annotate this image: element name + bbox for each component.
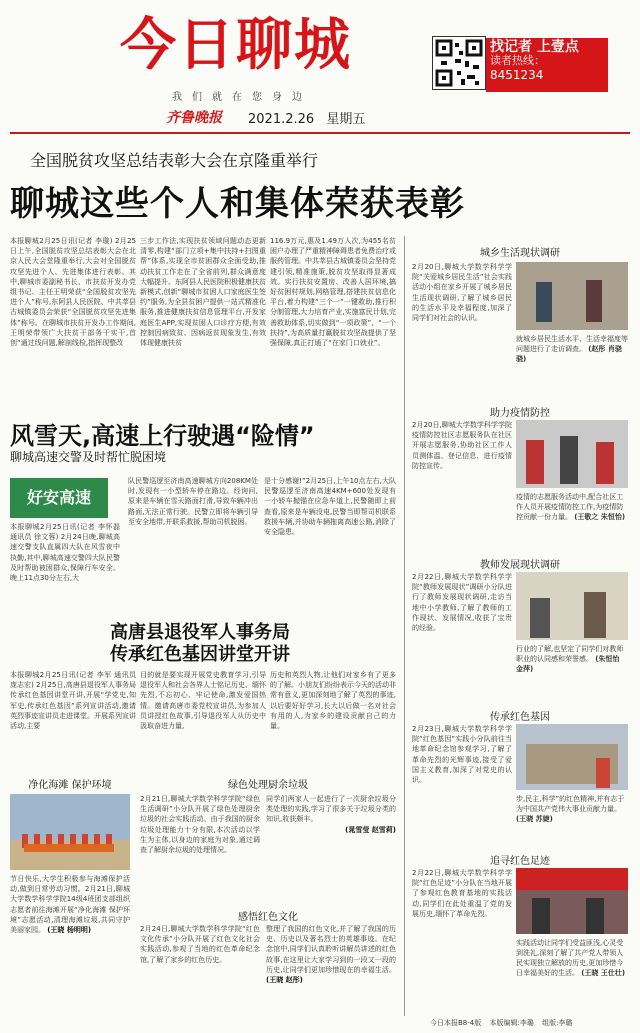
- story3-headline-text: [60, 622, 340, 666]
- sidebar-s1-caption-text: 就城乡居民生活水平、生活幸福度等问题进行了走访调查。: [516, 335, 628, 353]
- page-footer: [430, 1018, 630, 1028]
- hotline-number: 8451234: [490, 68, 544, 82]
- story5-column-1: 2月21日,聊城大学数学科学学院“绿色生活调研”小分队开展了绿色处理厨余垃圾的社会实践活动。由于我国的厨余垃圾处理能力十分有限,本次活动以学生为主体,以身边的家庭为对象,通过调查了解厨余垃圾的处理情况。: [140, 795, 260, 855]
- sidebar-s2-caption-text: 疫情的志愿服务活动中,配合社区工作人员开展疫情防控工作,为疫情防控贡献一份力量。: [516, 493, 624, 521]
- story4-credit: (王晓 杨明明): [47, 926, 92, 935]
- story3-column-2: 目的就是要实现开展党史教育学习,引导退役军人和社会各界人士铭记历史、缅怀先烈,不忘初心、牢记使命,激发爱国热情。邀请高唐市委党校宣讲员,为参加人员讲授红色故事,引导退役军人从历史中汲取奋进力量,: [140, 671, 266, 731]
- issue-date: [248, 108, 365, 127]
- sidebar-s5-text: 2月22日,聊城大学数学科学学院“红色足迹”小分队在当地开展了参观红色教育基地的实践活动,同学们在此处重温了党的发展历史,缅怀了革命先烈。: [412, 869, 512, 918]
- sidebar-s5-credit: (王晓 王仕壮): [581, 969, 626, 977]
- sidebar-s4-title: 传承红色基因: [490, 712, 550, 723]
- story2-column-1: 本报聊城2月25日讯(记者 李怀磊 通讯员 徐文蓉) 2月24日晚,聊城高速交警支队直属四大队在风雪夜中执勤,其中,聊城高速交警四大队民警及时帮助被困群众,保障行车安全。晚上11点30分左右,大: [10, 523, 120, 583]
- story6-title: 感悟红色文化: [238, 912, 298, 923]
- story3-column-3: 历史和英烈人物,让他们对家乡有了更多的了解。小朋友们纷纷表示今天的活动非常有意义,更加深刻地了解了英烈的事迹,以后要好好学习,长大以后做一名对社会有用的人,为家乡的建设贡献自己的力量。: [270, 671, 396, 731]
- story6-column-1: 2月24日,聊城大学数学科学学院“红色文化传承”小分队开展了红色文化社会实践活动,参观了当地的红色革命纪念馆,了解了家乡的红色历史。: [140, 925, 260, 964]
- column-divider: [404, 236, 405, 1016]
- story3-headline-line: 传承红色基因讲堂开讲: [110, 644, 290, 665]
- sidebar-s5-caption-text: 实践活动让同学们受益匪浅,心灵受到洗礼,深刻了解了共产党人带领人民实现独立解放的历史,更加珍惜今日幸福美好的生活。: [516, 939, 624, 977]
- story5-title: 绿色处理厨余垃圾: [228, 780, 308, 791]
- sidebar-s5-title: 追寻红色足迹: [490, 856, 550, 867]
- sidebar-s5-photo: [516, 868, 628, 934]
- lead-column-2: 三步工作法,实现扶贫领域问题动态更新清零,构建“部门立项+集中扶持+扫图重帮”体系,实现全市贫困群众全面受助,推动扶贫工作走在了全省前列,群众满意度大幅提升。东阿县人民医院积极健康扶贫新模式,创新“聊城市贫困人口家庭医生签约”服务,为全县贫困户提供一站式精准化服务,推进健康扶贫信息管理平台,开发家庭医生APP,实现贫困人口诊疗方便,有效控制因病致贫、因病返贫现象发生,有效体现健康扶贫: [140, 237, 266, 348]
- story5-credit: (晁雪莹 赵雪莉): [345, 825, 396, 834]
- footer-editor: 本版编辑:李璐: [489, 1019, 534, 1027]
- sidebar-s3-caption: [516, 644, 628, 702]
- story3-column-1: 本报聊城2月25日讯(记者 李军 通讯员 庞志宏) 2月25日,高唐县退役军人事务局传承红色基因讲堂开讲,开展“学党史,知军史,传承红色基因”系列宣讲活动,邀请英烈事迹宣讲员走进课堂。开展系列宣讲活动,主要: [10, 671, 136, 731]
- sidebar-s4-caption-text: 步,民主,科学”的红色精神,并有志于为中国共产党伟大事业贡献力量。: [516, 795, 625, 813]
- sidebar-s3-text: 2月22日,聊城大学数学科学学院“教师发展现状”调研小分队进行了教师发展现状调研,走访当地中小学教师,了解了教师的工作现状、发展情况,收获了宝贵的经验。: [412, 573, 512, 633]
- sidebar-s2-text: 2月20日,聊城大学数学科学学院疫情防控社区志愿服务队在社区开展志愿服务,协助社区工作人员测体温、登记信息、进行疫情防控宣传。: [412, 421, 512, 470]
- reporter-label: 找记者 上壹点: [490, 39, 579, 55]
- story2-headline: 风雪天,高速上行驶遇“险情”: [10, 422, 315, 450]
- story4-photo: [10, 794, 130, 870]
- sidebar-s2-credit: (王敬之 朱恒怡): [574, 513, 626, 521]
- sidebar-s4-credit: (王晓 苏婕): [516, 815, 553, 823]
- story5-column-2: [266, 794, 396, 898]
- story4-caption: [10, 874, 130, 1016]
- lead-kicker: 全国脱贫攻坚总结表彰大会在京隆重举行: [30, 151, 319, 170]
- sidebar-s1-photo: [516, 262, 628, 330]
- qr-code-icon: [432, 36, 486, 90]
- reporter-hotline-box: [486, 38, 608, 92]
- masthead-title: 今日聊城: [120, 13, 352, 78]
- story3-headline: [60, 622, 340, 666]
- story2-column-3: 是十分感谢!”2月25日,上午10点左右,大队民警巡逻至济南高速4KM+600处发现有一小轿车抛锚在应急车道上,民警随即上前查看,原来是车辆没电,民警当即帮司机联系救援车辆,并协助车辆拖离高速公路,消除了安全隐患。: [264, 477, 396, 537]
- sidebar-s2-photo: [516, 420, 628, 488]
- sidebar-s3-photo: [516, 572, 628, 640]
- lead-headline: 聊城这些个人和集体荣获表彰: [10, 184, 465, 224]
- story3-headline-line: 高唐县退役军人事务局: [110, 622, 290, 643]
- issue-weekday: 星期五: [326, 112, 366, 127]
- story6-column-2: [266, 924, 396, 1016]
- story2-subhead: 聊城高速交警及时帮忙脱困境: [10, 450, 167, 464]
- sidebar-s3-credit: (朱恒怡 金萍): [516, 655, 620, 673]
- story2-column-2: 队民警巡逻至济南高速聊城方向208KM处时,发现有一小型轿车停在路边。经询问,原来是车辆在雪天路面打滑,导致车辆冲出路面,无法正常行驶。民警立即将车辆引导至安全地带,并联系救援,帮助司机脱困。: [128, 477, 258, 526]
- story5-column-2-text: 同学们两家人一起进行了一次厨余垃圾分类处理的实践,学习了很多关于垃圾分类的知识,收获颇丰。: [266, 795, 396, 824]
- lead-column-3: 116.9万元,惠及1.49万人次,为455名贫困户办理了严重精神障碍患者免费治疗或服药管理。中共莘县古城镇委员会坚持党建引领,精准施策,脱贫攻坚取得显著成效。实行扶贫安置房、改善人居环境,搞好贫困村规划,网格管理,搭建扶贫信息化平台,着力构建“三个一”一键救助,推行积分制管理,大力培育产业,实施富民计划,完善救助体系,切实做到“一项政策”、“一个扶持”,为高质量打赢脱贫攻坚战提供了坚强保障,真正打通了“在家门口就业”。: [270, 237, 396, 348]
- sidebar-s3-title: 教师发展现状调研: [480, 560, 560, 571]
- story2-badge: 好安高速: [10, 478, 108, 518]
- sidebar-s2-title: 助力疫情防控: [490, 408, 550, 419]
- sidebar-s1-text: 2月20日,聊城大学数学科学学院“关爱城乡居民生活”社会实践活动小组在家乡开展了城乡居民生活现状调研,了解了城乡居民的生活水平及幸福程度,加深了同学们对社会的认识。: [412, 263, 512, 323]
- sidebar-s2-caption: [516, 492, 628, 556]
- footer-checker: 组版:李璐: [542, 1019, 573, 1027]
- sidebar-s1-title: 城乡生活现状调研: [480, 248, 560, 259]
- masthead-rule: [10, 132, 630, 134]
- paper-name: 齐鲁晚报: [166, 110, 222, 126]
- sidebar-s1-credit: (赵彤 肖骁骁): [516, 345, 622, 363]
- sidebar-s4-caption: [516, 794, 628, 842]
- masthead-slogan: 我们就在您身边: [172, 92, 312, 103]
- sidebar-s3-caption-text: 行业的了解,也坚定了同学们对教师职业的认同感和荣誉感。: [516, 645, 624, 663]
- footer-page: 今日本报B8-4版: [430, 1019, 482, 1027]
- story4-title: 净化海滩 保护环境: [28, 780, 112, 791]
- issue-date-value: 2021.2.26: [248, 112, 315, 127]
- sidebar-s5-caption: [516, 938, 628, 1004]
- story6-column-2-text: 整理了我国的红色文化,并了解了我国的历史、历史以及著名烈士的英雄事迹。在纪念馆中,同学们认真聆听讲解员讲述的红色故事,在这里让大家学习到的一段又一段的历史,让同学们更加珍惜现在的幸福生活。: [266, 925, 396, 974]
- sidebar-s4-photo: [516, 724, 628, 790]
- hotline-label: 读者热线：: [490, 54, 545, 67]
- lead-column-1: 本报聊城2月25日讯(记者 李璇) 2月25日上午,全国脱贫攻坚总结表彰大会在北京人民大会堂隆重举行,大会对全国脱贫攻坚先进个人、先进集体进行表彰。其中,聊城市委副秘书长、市扶贫开发办党组书记、主任王明荣获“全国脱贫攻坚先进个人”称号,东阿县人民医院、中共莘县古城镇委员会荣获“全国脱贫攻坚先进集体”称号。在聊城市扶贫开发办工作期间,王明荣带领广大扶贫干部务干实干,首创“通过线问题,解剖线检,指挥现整改: [10, 237, 136, 348]
- sidebar-s1-caption: [516, 334, 628, 390]
- sidebar-s4-text: 2月23日,聊城大学数学科学学院“红色基因”实践小分队前往当地革命纪念馆参观学习,了解了革命先烈的光辉事迹,接受了爱国主义教育,加深了对党史的认识。: [412, 725, 512, 785]
- story4-caption-text: 节日快乐,大学生积极参与海滩保护活动,做到日常劳动习惯。2月21日,聊城大学数学科学学院14级4班团支部组织志愿者前往海滩开展“净化海滩 保护环境”志愿活动,清理海滩垃圾,共同守护美丽家园。: [10, 875, 130, 935]
- story6-credit: (王晓 赵彤): [266, 976, 303, 985]
